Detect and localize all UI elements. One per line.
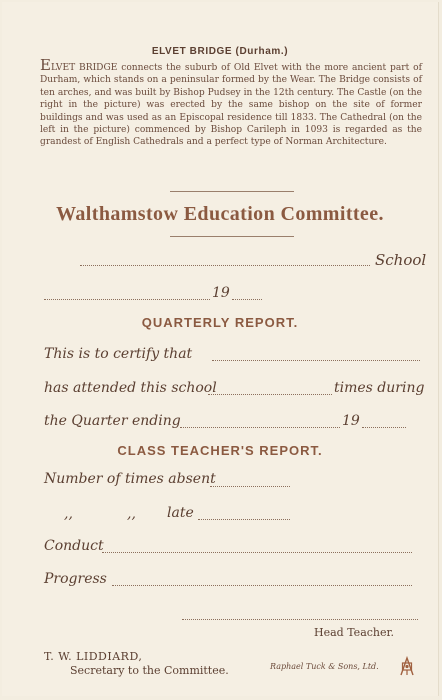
quarter-ending-field[interactable]	[180, 427, 340, 428]
description-text: LVET BRIDGE connects the suburb of Old Elvet with the more ancient part of Durham, which stands on a peninsular formed by the Wear. The Bridge consists of ten arches, and was built by Bishop Pudsey in the 12th century. The Castle (on the right in the picture) was erected by the same bishop on the site of former buildings and was used as an Episcopal residence till 1833. The Cathedral (on the left in the picture) commenced by Bishop Carileph in 1093 is regarded as the grandest of English Cathedrals and a perfect type of Norman Architecture.	[40, 63, 422, 148]
conduct-field[interactable]	[102, 552, 412, 553]
date-field[interactable]	[44, 299, 210, 300]
ditto-mark-1: ,,	[64, 506, 73, 522]
head-teacher-label: Head Teacher.	[314, 626, 395, 639]
late-field[interactable]	[198, 519, 290, 520]
bridge-description	[40, 56, 422, 149]
year-prefix: 19	[212, 285, 230, 301]
dropcap-letter: E	[40, 56, 51, 74]
pupil-name-field[interactable]	[212, 360, 420, 361]
certify-label: This is to certify that	[44, 346, 193, 362]
tuck-easel-logo-icon	[398, 656, 416, 676]
title-rule-top	[170, 191, 294, 192]
progress-field[interactable]	[112, 585, 412, 586]
absent-label: Number of times absent	[44, 471, 216, 487]
bridge-title: ELVET BRIDGE (Durham.)	[151, 46, 289, 57]
school-name-field[interactable]	[80, 265, 370, 266]
head-teacher-signature-field[interactable]	[182, 619, 418, 620]
absent-field[interactable]	[210, 486, 290, 487]
secretary-name: T. W. LIDDIARD,	[44, 650, 143, 663]
times-attended-field[interactable]	[208, 394, 332, 395]
progress-label: Progress	[44, 571, 107, 587]
secretary-title: Secretary to the Committee.	[70, 664, 229, 677]
report-card	[2, 2, 439, 696]
quarterly-report-heading: QUARTERLY REPORT.	[141, 315, 299, 330]
conduct-label: Conduct	[44, 538, 104, 554]
attended-label: has attended this school	[44, 380, 217, 396]
school-label: School	[375, 251, 427, 269]
title-rule-bottom	[170, 236, 294, 237]
times-during-label: times during	[334, 380, 425, 396]
class-teacher-heading: CLASS TEACHER'S REPORT.	[117, 443, 323, 458]
committee-title: Walthamstow Education Committee.	[56, 203, 384, 225]
quarter-year-prefix: 19	[342, 413, 360, 429]
ditto-mark-2: ,,	[127, 506, 136, 522]
publisher-imprint: Raphael Tuck & Sons, Ltd.	[270, 662, 379, 671]
year-field[interactable]	[232, 299, 262, 300]
quarter-year-field[interactable]	[362, 427, 406, 428]
quarter-ending-label: the Quarter ending	[44, 413, 181, 429]
late-label: late	[167, 505, 194, 521]
